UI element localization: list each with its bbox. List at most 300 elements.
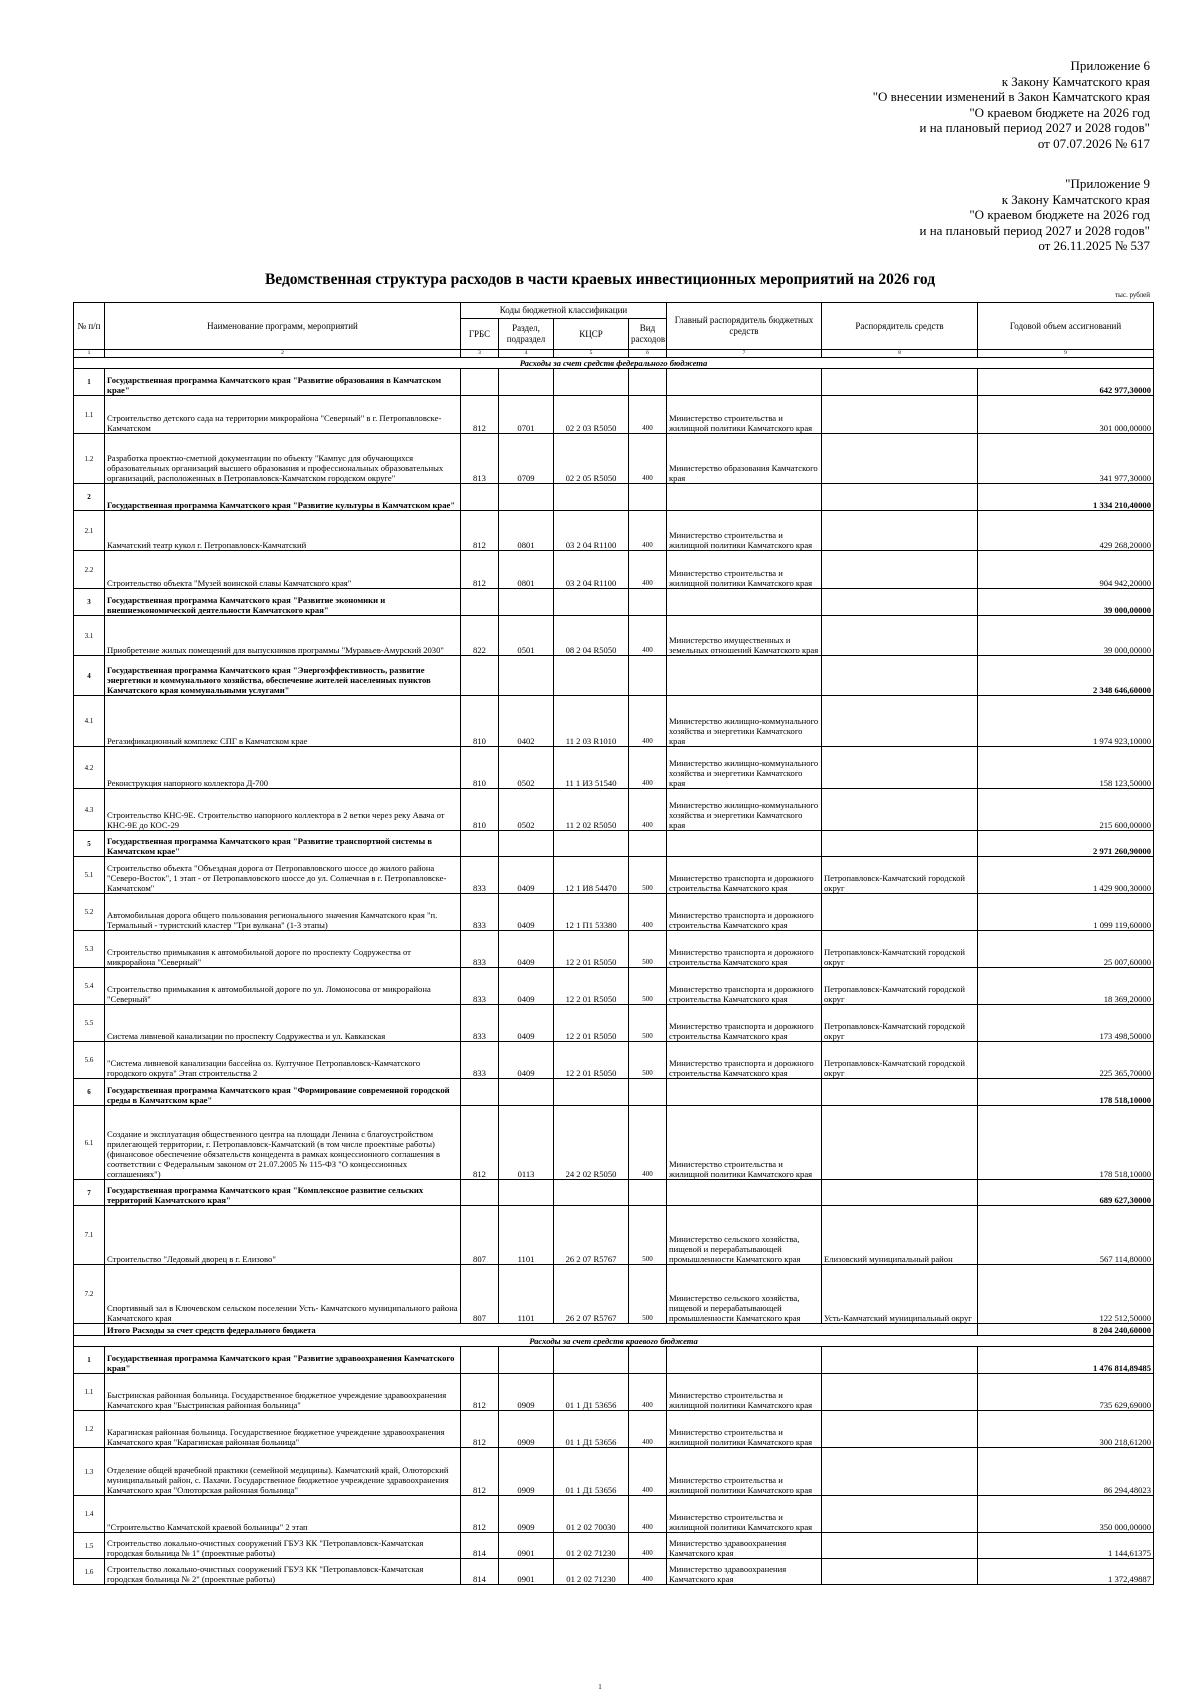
event-name: Строительство КНС-9Е. Строительство напорного коллектора в 2 ветки через реку Авача от КНС-9Е до КОС-29	[105, 789, 461, 831]
amount: 39 000,00000	[978, 616, 1154, 656]
vid-code: 400	[629, 789, 667, 831]
row-number: 4.2	[74, 747, 105, 789]
total-cell	[74, 1324, 105, 1336]
empty-cell	[499, 831, 554, 857]
program-row	[74, 589, 1154, 616]
table-row	[74, 894, 1154, 931]
event-name: "Строительство Камчатской краевой больницы" 2 этап	[105, 1496, 461, 1533]
row-number: 7	[74, 1180, 105, 1206]
program-total: 689 627,30000	[978, 1180, 1154, 1206]
header-line: к Закону Камчатского края	[1001, 191, 1150, 207]
empty-cell	[554, 656, 629, 696]
razdel-code: 0402	[499, 696, 554, 747]
manager: Петропавловск-Камчатский городской округ	[822, 857, 978, 894]
vid-code: 400	[629, 747, 667, 789]
kcsr-code: 26 2 07 R5767	[554, 1265, 629, 1324]
empty-cell	[822, 1079, 978, 1106]
razdel-code: 0909	[499, 1411, 554, 1448]
vid-code: 400	[629, 1411, 667, 1448]
event-name: Камчатский театр кукол г. Петропавловск-Камчатский	[105, 511, 461, 551]
amount: 225 365,70000	[978, 1042, 1154, 1079]
kcsr-code: 08 2 04 R5050	[554, 616, 629, 656]
row-number: 1.2	[74, 1411, 105, 1448]
program-name: Государственная программа Камчатского края "Развитие культуры в Камчатском крае"	[105, 484, 461, 511]
kcsr-code: 02 2 03 R5050	[554, 396, 629, 434]
event-name: Система ливневой канализации по проспекту Содружества и ул. Кавказская	[105, 1005, 461, 1042]
program-total: 642 977,30000	[978, 369, 1154, 396]
col-number: 6	[629, 350, 667, 358]
empty-cell	[822, 1180, 978, 1206]
section-row	[74, 1336, 1154, 1347]
main-manager: Министерство строительства и жилищной политики Камчатского края	[667, 396, 822, 434]
event-name: Строительство примыкания к автомобильной дороге по проспекту Содружества от микрорайона "Северный"	[105, 931, 461, 968]
kcsr-code: 11 1 И3 51540	[554, 747, 629, 789]
empty-cell	[667, 831, 822, 857]
kcsr-code: 11 2 03 R1010	[554, 696, 629, 747]
manager	[822, 1533, 978, 1559]
manager	[822, 1448, 978, 1496]
event-name: Разработка проектно-сметной документации по объекту "Кампус для обучающихся образовательных организаций высшего образования и профессиональных образовательных организаций, расположенных в Петропавловск-Камчатском городском округе"	[105, 434, 461, 484]
grbs-code: 812	[461, 511, 499, 551]
manager	[822, 616, 978, 656]
kcsr-code: 01 2 02 71230	[554, 1533, 629, 1559]
amount: 173 498,50000	[978, 1005, 1154, 1042]
amount: 18 369,20000	[978, 968, 1154, 1005]
table-row	[74, 931, 1154, 968]
program-row	[74, 1079, 1154, 1106]
main-manager: Министерство жилищно-коммунального хозяйства и энергетики Камчатского края	[667, 789, 822, 831]
grbs-code: 812	[461, 1106, 499, 1180]
manager: Петропавловск-Камчатский городской округ	[822, 968, 978, 1005]
table-row	[74, 1265, 1154, 1324]
razdel-code: 0801	[499, 551, 554, 589]
grbs-code: 833	[461, 931, 499, 968]
empty-cell	[499, 1347, 554, 1374]
program-row	[74, 369, 1154, 396]
main-manager: Министерство транспорта и дорожного строительства Камчатского края	[667, 1005, 822, 1042]
kcsr-code: 12 1 И8 54470	[554, 857, 629, 894]
table-row	[74, 1496, 1154, 1533]
amount: 341 977,30000	[978, 434, 1154, 484]
kcsr-code: 03 2 04 R1100	[554, 511, 629, 551]
empty-cell	[629, 1347, 667, 1374]
empty-cell	[461, 831, 499, 857]
col-header-total: Годовой объем ассигнований	[978, 303, 1154, 350]
razdel-code: 0501	[499, 616, 554, 656]
grbs-code: 812	[461, 551, 499, 589]
grbs-code: 822	[461, 616, 499, 656]
col-header-kcsr: КЦСР	[554, 319, 629, 350]
empty-cell	[499, 369, 554, 396]
event-name: Строительство локально-очистных сооружений ГБУЗ КК "Петропавловск-Камчатская городская больница № 2" (проектные работы)	[105, 1559, 461, 1585]
empty-cell	[461, 1347, 499, 1374]
kcsr-code: 01 1 Д1 53656	[554, 1448, 629, 1496]
main-manager: Министерство транспорта и дорожного строительства Камчатского края	[667, 931, 822, 968]
vid-code: 400	[629, 1559, 667, 1585]
col-number: 1	[74, 350, 105, 358]
table-row	[74, 968, 1154, 1005]
kcsr-code: 12 2 01 R5050	[554, 1042, 629, 1079]
amount: 215 600,00000	[978, 789, 1154, 831]
vid-code: 400	[629, 511, 667, 551]
row-number: 5.5	[74, 1005, 105, 1042]
empty-cell	[667, 1347, 822, 1374]
table-row	[74, 1448, 1154, 1496]
amount: 735 629,69000	[978, 1374, 1154, 1411]
razdel-code: 0409	[499, 894, 554, 931]
razdel-code: 0701	[499, 396, 554, 434]
main-manager: Министерство сельского хозяйства, пищевой и перерабатывающей промышленности Камчатского края	[667, 1206, 822, 1265]
main-manager: Министерство строительства и жилищной политики Камчатского края	[667, 511, 822, 551]
empty-cell	[822, 831, 978, 857]
event-name: Регазификационный комплекс СПГ в Камчатском крае	[105, 696, 461, 747]
empty-cell	[554, 831, 629, 857]
grbs-code: 810	[461, 789, 499, 831]
col-number: 9	[978, 350, 1154, 358]
empty-cell	[822, 369, 978, 396]
vid-code: 400	[629, 434, 667, 484]
grbs-code: 810	[461, 747, 499, 789]
total-row	[74, 1324, 1154, 1336]
main-manager: Министерство транспорта и дорожного строительства Камчатского края	[667, 968, 822, 1005]
empty-cell	[629, 831, 667, 857]
row-number: 4.3	[74, 789, 105, 831]
table-row	[74, 789, 1154, 831]
table-row	[74, 1206, 1154, 1265]
col-number: 5	[554, 350, 629, 358]
row-number: 3	[74, 589, 105, 616]
main-manager: Министерство сельского хозяйства, пищевой и перерабатывающей промышленности Камчатского края	[667, 1265, 822, 1324]
razdel-code: 0909	[499, 1374, 554, 1411]
table-row	[74, 1533, 1154, 1559]
empty-cell	[461, 1180, 499, 1206]
col-number: 3	[461, 350, 499, 358]
header-line: и на плановый период 2027 и 2028 годов"	[919, 222, 1150, 238]
main-manager: Министерство строительства и жилищной политики Камчатского края	[667, 1106, 822, 1180]
table-row	[74, 1005, 1154, 1042]
program-row	[74, 1180, 1154, 1206]
col-header-grbs: ГРБС	[461, 319, 499, 350]
total-sum: 8 204 240,60000	[978, 1324, 1154, 1336]
grbs-code: 807	[461, 1265, 499, 1324]
empty-cell	[499, 589, 554, 616]
event-name: Строительство локально-очистных сооружений ГБУЗ КК "Петропавловск-Камчатская городская больница № 1" (проектные работы)	[105, 1533, 461, 1559]
event-name: "Система ливневой канализации бассейна оз. Култучное Петропавловск-Камчатского городского округа" Этап строительства 2	[105, 1042, 461, 1079]
vid-code: 500	[629, 968, 667, 1005]
col-header-num: № п/п	[74, 303, 105, 350]
razdel-code: 0409	[499, 1042, 554, 1079]
grbs-code: 807	[461, 1206, 499, 1265]
empty-cell	[667, 1079, 822, 1106]
empty-cell	[629, 1079, 667, 1106]
event-name: Создание и эксплуатация общественного центра на площади Ленина с благоустройством прилегающей территории, г. Петропавловск-Камчатский (в том числе проектные работы) (финансовое обеспечение обязательств концедента в рамках концессионного соглашения в соответствии с Федеральным законом от 21.07.2005 № 115-ФЗ "О концессионных соглашениях")	[105, 1106, 461, 1180]
program-name: Государственная программа Камчатского края "Развитие экономики и внешнеэкономической деятельности Камчатского края"	[105, 589, 461, 616]
col-number: 4	[499, 350, 554, 358]
program-name: Государственная программа Камчатского края "Комплексное развитие сельских территорий Камчатского края"	[105, 1180, 461, 1206]
row-number: 1.4	[74, 1496, 105, 1533]
empty-cell	[554, 1347, 629, 1374]
event-name: Строительство примыкания к автомобильной дороге по ул. Ломоносова от микрорайона "Северный"	[105, 968, 461, 1005]
col-header-vid: Вид расходов	[629, 319, 667, 350]
grbs-code: 814	[461, 1533, 499, 1559]
empty-cell	[822, 589, 978, 616]
main-manager: Министерство транспорта и дорожного строительства Камчатского края	[667, 1042, 822, 1079]
header-line: Приложение 6	[1070, 58, 1150, 73]
amount: 301 000,00000	[978, 396, 1154, 434]
row-number: 3.1	[74, 616, 105, 656]
manager	[822, 1374, 978, 1411]
manager: Петропавловск-Камчатский городской округ	[822, 931, 978, 968]
row-number: 5.4	[74, 968, 105, 1005]
vid-code: 400	[629, 616, 667, 656]
table-row	[74, 434, 1154, 484]
empty-cell	[554, 369, 629, 396]
grbs-code: 833	[461, 857, 499, 894]
empty-cell	[629, 1180, 667, 1206]
razdel-code: 0409	[499, 968, 554, 1005]
event-name: Реконструкция напорного коллектора Д-700	[105, 747, 461, 789]
header-line: от 26.11.2025 № 537	[1038, 238, 1150, 253]
row-number: 5	[74, 831, 105, 857]
amount: 350 000,00000	[978, 1496, 1154, 1533]
vid-code: 400	[629, 1374, 667, 1411]
row-number: 4	[74, 656, 105, 696]
kcsr-code: 02 2 05 R5050	[554, 434, 629, 484]
event-name: Карагинская районная больница. Государственное бюджетное учреждение здравоохранения Камчатского края "Карагинская районная больница"	[105, 1411, 461, 1448]
empty-cell	[499, 1079, 554, 1106]
table-row	[74, 616, 1154, 656]
row-number: 1.2	[74, 434, 105, 484]
empty-cell	[554, 1180, 629, 1206]
table-row	[74, 1042, 1154, 1079]
razdel-code: 1101	[499, 1206, 554, 1265]
row-number: 1.1	[74, 1374, 105, 1411]
manager: Петропавловск-Камчатский городской округ	[822, 1005, 978, 1042]
razdel-code: 0502	[499, 789, 554, 831]
table-row	[74, 1411, 1154, 1448]
appendix-header-1	[873, 58, 1150, 151]
empty-cell	[629, 484, 667, 511]
amount: 429 268,20000	[978, 511, 1154, 551]
kcsr-code: 26 2 07 R5767	[554, 1206, 629, 1265]
table-row	[74, 857, 1154, 894]
manager	[822, 894, 978, 931]
program-total: 2 971 260,90000	[978, 831, 1154, 857]
amount: 1 144,61375	[978, 1533, 1154, 1559]
amount: 1 429 900,30000	[978, 857, 1154, 894]
event-name: Строительство объекта "Музей воинской славы Камчатского края"	[105, 551, 461, 589]
event-name: Строительство "Ледовый дворец в г. Елизово"	[105, 1206, 461, 1265]
event-name: Строительство детского сада на территории микрорайона "Северный" в г. Петропавловске-Камчатском	[105, 396, 461, 434]
main-manager: Министерство здравоохранения Камчатского края	[667, 1559, 822, 1585]
vid-code: 500	[629, 931, 667, 968]
razdel-code: 0901	[499, 1533, 554, 1559]
header-line: и на плановый период 2027 и 2028 годов"	[919, 120, 1150, 135]
event-name: Быстринская районная больница. Государственное бюджетное учреждение здравоохранения Камчатского края "Быстринская районная больница"	[105, 1374, 461, 1411]
amount: 178 518,10000	[978, 1106, 1154, 1180]
vid-code: 400	[629, 1448, 667, 1496]
table-row	[74, 511, 1154, 551]
header-line: "О внесении изменений в Закон Камчатского края	[872, 89, 1150, 104]
row-number: 1.6	[74, 1559, 105, 1585]
program-row	[74, 656, 1154, 696]
empty-cell	[554, 484, 629, 511]
grbs-code: 833	[461, 894, 499, 931]
row-number: 5.1	[74, 857, 105, 894]
main-manager: Министерство образования Камчатского края	[667, 434, 822, 484]
razdel-code: 0901	[499, 1559, 554, 1585]
program-name: Государственная программа Камчатского края "Развитие транспортной системы в Камчатском крае"	[105, 831, 461, 857]
document-title: Ведомственная структура расходов в части краевых инвестиционных мероприятий на 2026 год	[264, 271, 936, 288]
section-row	[74, 358, 1154, 369]
event-name: Спортивный зал в Ключевском сельском поселении Усть- Камчатского муниципального района Камчатского края	[105, 1265, 461, 1324]
vid-code: 500	[629, 1265, 667, 1324]
main-manager: Министерство здравоохранения Камчатского края	[667, 1533, 822, 1559]
vid-code: 400	[629, 551, 667, 589]
amount: 1 372,49887	[978, 1559, 1154, 1585]
program-row	[74, 831, 1154, 857]
table-row	[74, 1106, 1154, 1180]
vid-code: 400	[629, 1533, 667, 1559]
units-label: тыс. рублей	[1115, 291, 1150, 299]
event-name: Отделение общей врачебной практики (семейной медицины). Камчатский край, Олюторский муниципальный район, с. Пахачи. Государственное бюджетное учреждение здравоохранения Камчатского края "Олюторская районная больница"	[105, 1448, 461, 1496]
main-manager: Министерство строительства и жилищной политики Камчатского края	[667, 551, 822, 589]
kcsr-code: 12 1 П1 53380	[554, 894, 629, 931]
main-manager: Министерство транспорта и дорожного строительства Камчатского края	[667, 857, 822, 894]
row-number: 5.2	[74, 894, 105, 931]
row-number: 5.6	[74, 1042, 105, 1079]
kcsr-code: 03 2 04 R1100	[554, 551, 629, 589]
main-manager: Министерство имущественных и земельных отношений Камчатского края	[667, 616, 822, 656]
amount: 86 294,48023	[978, 1448, 1154, 1496]
main-manager: Министерство строительства и жилищной политики Камчатского края	[667, 1496, 822, 1533]
row-number: 4.1	[74, 696, 105, 747]
main-manager: Министерство строительства и жилищной политики Камчатского края	[667, 1448, 822, 1496]
amount: 300 218,61200	[978, 1411, 1154, 1448]
row-number: 1	[74, 1347, 105, 1374]
grbs-code: 813	[461, 434, 499, 484]
empty-cell	[499, 1180, 554, 1206]
vid-code: 500	[629, 1042, 667, 1079]
header-line: от 07.07.2026 № 617	[1037, 135, 1150, 151]
empty-cell	[461, 369, 499, 396]
grbs-code: 812	[461, 1496, 499, 1533]
table-row	[74, 396, 1154, 434]
empty-cell	[822, 656, 978, 696]
empty-cell	[629, 369, 667, 396]
program-row	[74, 484, 1154, 511]
empty-cell	[461, 484, 499, 511]
empty-cell	[499, 656, 554, 696]
manager	[822, 1106, 978, 1180]
row-number: 7.2	[74, 1265, 105, 1324]
empty-cell	[554, 1079, 629, 1106]
program-name: Государственная программа Камчатского края "Развитие образования в Камчатском крае"	[105, 369, 461, 396]
vid-code: 400	[629, 696, 667, 747]
col-header-razdel: Раздел, подраздел	[499, 319, 554, 350]
amount: 25 007,60000	[978, 931, 1154, 968]
event-name: Приобретение жилых помещений для выпускников программы "Муравьев-Амурский 2030"	[105, 616, 461, 656]
appendix-header-2	[919, 176, 1150, 254]
grbs-code: 810	[461, 696, 499, 747]
row-number: 6.1	[74, 1106, 105, 1180]
grbs-code: 812	[461, 1411, 499, 1448]
row-number: 2.2	[74, 551, 105, 589]
empty-cell	[461, 1079, 499, 1106]
razdel-code: 0709	[499, 434, 554, 484]
manager	[822, 1559, 978, 1585]
table-row	[74, 1559, 1154, 1585]
program-name: Государственная программа Камчатского края "Развитие здравоохранения Камчатского края"	[105, 1347, 461, 1374]
kcsr-code: 01 1 Д1 53656	[554, 1411, 629, 1448]
grbs-code: 812	[461, 396, 499, 434]
manager	[822, 747, 978, 789]
grbs-code: 833	[461, 968, 499, 1005]
kcsr-code: 24 2 02 R5050	[554, 1106, 629, 1180]
manager	[822, 396, 978, 434]
vid-code: 400	[629, 396, 667, 434]
manager	[822, 696, 978, 747]
empty-cell	[667, 656, 822, 696]
program-total: 2 348 646,60000	[978, 656, 1154, 696]
col-number: 2	[105, 350, 461, 358]
kcsr-code: 12 2 01 R5050	[554, 968, 629, 1005]
kcsr-code: 01 2 02 71230	[554, 1559, 629, 1585]
empty-cell	[667, 484, 822, 511]
empty-cell	[667, 369, 822, 396]
vid-code: 500	[629, 1206, 667, 1265]
main-manager: Министерство жилищно-коммунального хозяйства и энергетики Камчатского края	[667, 696, 822, 747]
razdel-code: 0409	[499, 857, 554, 894]
vid-code: 400	[629, 1496, 667, 1533]
empty-cell	[554, 589, 629, 616]
amount: 1 974 923,10000	[978, 696, 1154, 747]
razdel-code: 0801	[499, 511, 554, 551]
razdel-code: 0409	[499, 931, 554, 968]
grbs-code: 812	[461, 1448, 499, 1496]
row-number: 5.3	[74, 931, 105, 968]
row-number: 1	[74, 369, 105, 396]
manager: Петропавловск-Камчатский городской округ	[822, 1042, 978, 1079]
vid-code: 400	[629, 894, 667, 931]
razdel-code: 0409	[499, 1005, 554, 1042]
row-number: 1.3	[74, 1448, 105, 1496]
manager	[822, 511, 978, 551]
grbs-code: 833	[461, 1005, 499, 1042]
row-number: 7.1	[74, 1206, 105, 1265]
razdel-code: 0909	[499, 1448, 554, 1496]
program-total: 1 476 814,89485	[978, 1347, 1154, 1374]
grbs-code: 833	[461, 1042, 499, 1079]
event-name: Автомобильная дорога общего пользования регионального значения Камчатского края "п. Термальный - туристский кластер "Три вулкана" (1-3 этапы)	[105, 894, 461, 931]
amount: 904 942,20000	[978, 551, 1154, 589]
manager	[822, 789, 978, 831]
main-manager: Министерство транспорта и дорожного строительства Камчатского края	[667, 894, 822, 931]
razdel-code: 0909	[499, 1496, 554, 1533]
header-line: "Приложение 9	[1065, 176, 1150, 191]
empty-cell	[667, 589, 822, 616]
vid-code: 400	[629, 1106, 667, 1180]
vid-code: 500	[629, 857, 667, 894]
budget-table	[73, 302, 1154, 1585]
col-header-main-manager: Главный распорядитель бюджетных средств	[667, 303, 822, 350]
program-name: Государственная программа Камчатского края "Формирование современной городской среды в Камчатском крае"	[105, 1079, 461, 1106]
row-number: 6	[74, 1079, 105, 1106]
kcsr-code: 01 1 Д1 53656	[554, 1374, 629, 1411]
amount: 158 123,50000	[978, 747, 1154, 789]
section-title: Расходы за счет средств краевого бюджета	[74, 1336, 1154, 1347]
header-line: к Закону Камчатского края	[1001, 73, 1150, 89]
